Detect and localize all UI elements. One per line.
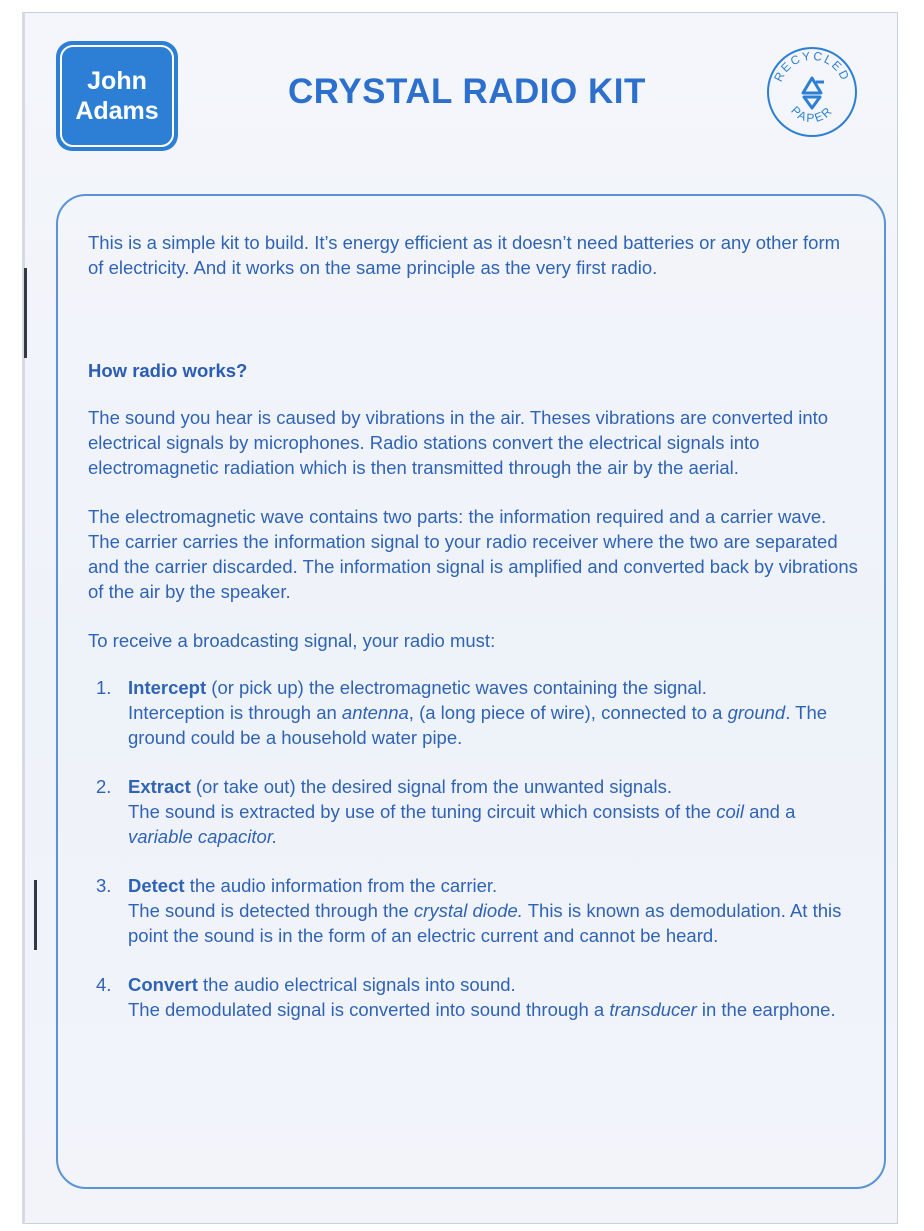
brand-logo-frame <box>60 45 174 147</box>
step-keyword: Convert <box>128 974 198 995</box>
step-first-line: (or pick up) the electromagnetic waves containing the signal. <box>206 677 707 698</box>
step-text <box>128 675 858 750</box>
recycle-icon <box>803 78 824 108</box>
step-text <box>128 972 858 1022</box>
step-detail: , (a long piece of wire), connected to a <box>408 702 728 723</box>
badge-text-top: RECYCLED <box>771 48 853 84</box>
step-term: coil <box>716 801 744 822</box>
logo-line-1: John <box>87 67 147 95</box>
step-detail: . The ground could be a household water pipe. <box>128 702 828 748</box>
body-paragraph: The sound you hear is caused by vibrations in the air. Theses vibrations are converted into electrical signals by microphones. Radio stations convert the electrical signals into electromagnetic radiation which is then transmitted through the air by the aerial. <box>88 407 829 478</box>
step-keyword: Detect <box>128 875 185 896</box>
step-keyword: Extract <box>128 776 191 797</box>
list-item <box>88 972 858 1022</box>
step-text <box>128 873 858 948</box>
step-keyword: Intercept <box>128 677 207 698</box>
binding-mark <box>34 880 37 950</box>
body-paragraph: The electromagnetic wave contains two parts: the information required and a carrier wave. The carrier carries the information signal to your radio receiver where the two are separated and the carrier discarded. The information signal is amplified and converted back by vibrations of the air by the speaker. <box>88 506 858 602</box>
section-heading: How radio works? <box>88 360 248 381</box>
step-detail: Interception is through an <box>128 702 342 723</box>
intro-paragraph: This is a simple kit to build. It’s energy efficient as it doesn’t need batteries or any other form of electricity. And it works on the same principle as the very first radio. <box>88 232 841 278</box>
list-item <box>88 873 858 948</box>
step-first-line: (or take out) the desired signal from the unwanted signals. <box>190 776 672 797</box>
step-term: crystal diode. <box>413 900 523 921</box>
binding-mark <box>24 268 27 358</box>
step-detail: This is known as demodulation. At this point the sound is in the form of an electric current and cannot be heard. <box>128 900 842 946</box>
step-detail: The sound is extracted by use of the tuning circuit which consists of the <box>128 801 717 822</box>
step-term: antenna <box>341 702 409 723</box>
logo-line-2: Adams <box>75 97 159 125</box>
step-detail: The sound is detected through the <box>128 900 414 921</box>
step-number: 2. <box>96 776 112 797</box>
steps-list <box>88 675 858 1022</box>
list-item <box>88 774 858 849</box>
page-spine <box>22 12 25 1224</box>
page-title: CRYSTAL RADIO KIT <box>288 72 646 111</box>
step-number: 1. <box>96 677 112 698</box>
step-detail: and a <box>743 801 796 822</box>
step-term: transducer <box>609 999 697 1020</box>
step-term: variable capacitor. <box>128 826 278 847</box>
brand-logo <box>56 41 178 151</box>
list-lead: To receive a broadcasting signal, your radio must: <box>88 630 496 651</box>
step-text <box>128 774 858 849</box>
badge-text-bottom: PAPER <box>788 103 836 126</box>
recycled-paper-badge <box>766 46 858 138</box>
step-number: 3. <box>96 875 112 896</box>
step-detail: The demodulated signal is converted into sound through a <box>128 999 610 1020</box>
step-detail: in the earphone. <box>696 999 836 1020</box>
step-term: ground <box>727 702 786 723</box>
step-number: 4. <box>96 974 112 995</box>
list-item <box>88 675 858 750</box>
step-first-line: the audio information from the carrier. <box>184 875 498 896</box>
step-first-line: the audio electrical signals into sound. <box>197 974 516 995</box>
instructions-body <box>88 230 858 1046</box>
